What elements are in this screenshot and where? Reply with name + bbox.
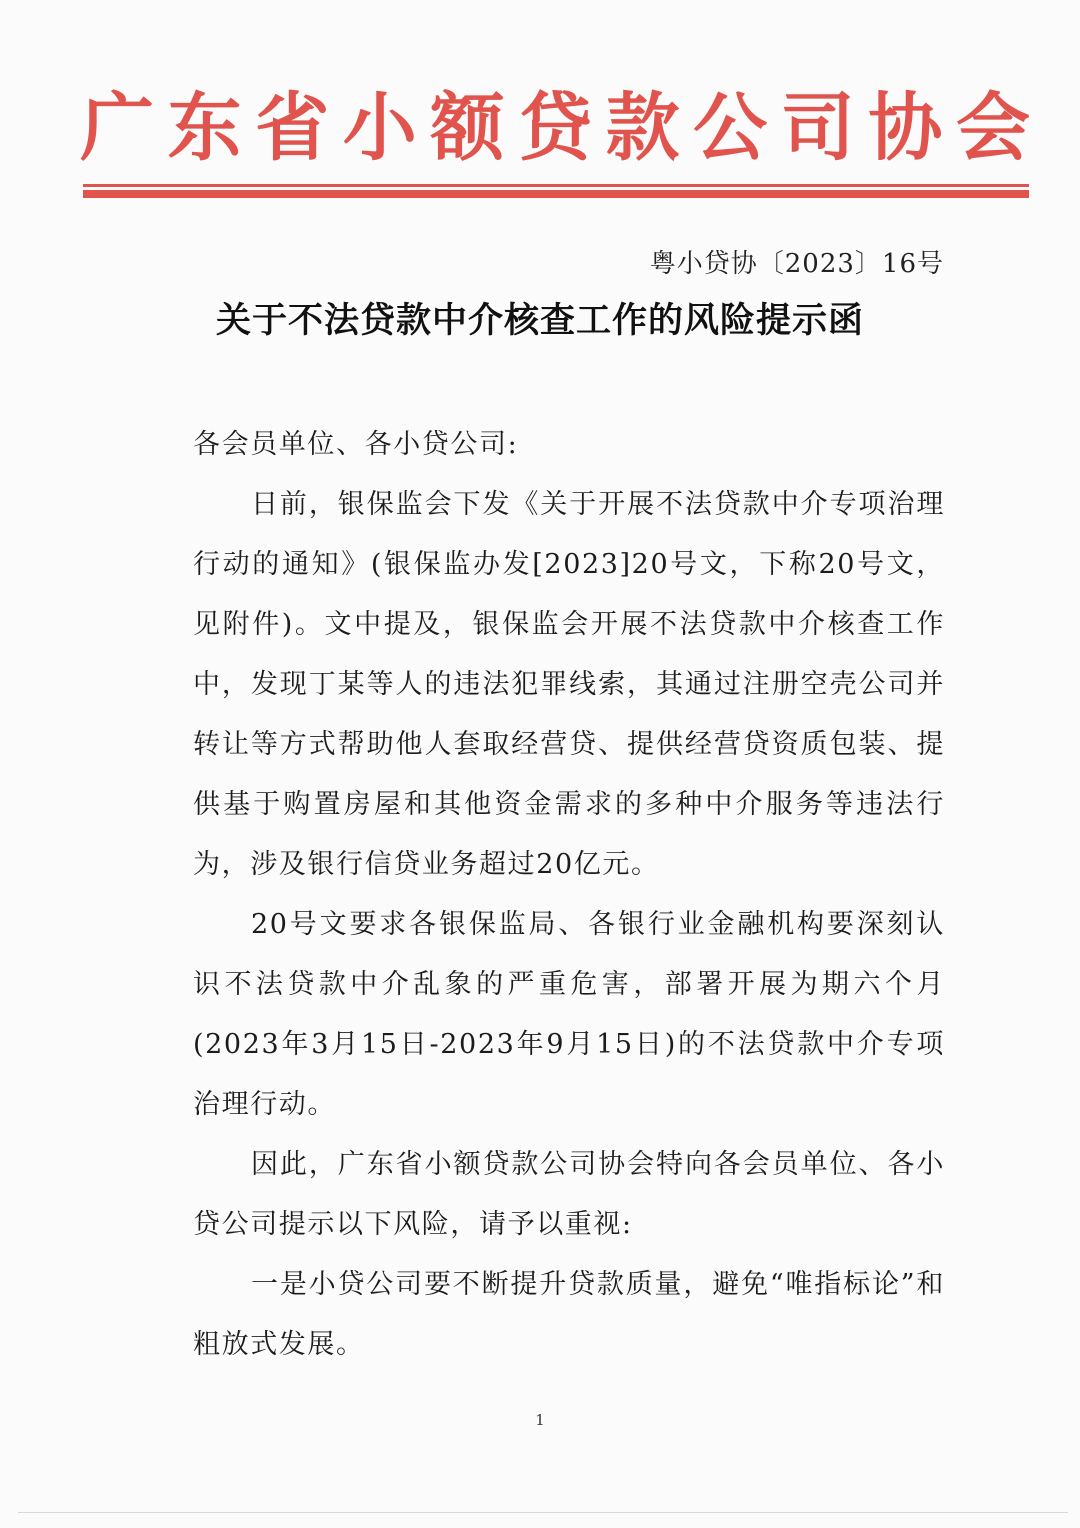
- page-number: 1: [535, 1411, 545, 1429]
- document-number: 粤小贷协〔2023〕16号: [649, 249, 944, 279]
- page-edge-line: [18, 1512, 1068, 1513]
- letterhead-char: 会: [955, 85, 1030, 171]
- letterhead-char: 司: [780, 85, 855, 171]
- letterhead-char: 小: [342, 85, 417, 171]
- salutation: 各会员单位、各小贷公司:: [193, 429, 519, 460]
- letterhead-char: 额: [430, 85, 505, 171]
- letterhead-char: 贷: [517, 85, 592, 171]
- letterhead-divider-thick: [83, 190, 1029, 198]
- letterhead-char: 东: [167, 85, 242, 171]
- document-title: 关于不法贷款中介核查工作的风险提示函: [215, 301, 864, 341]
- letterhead-char: 协: [868, 85, 943, 171]
- body-paragraph: 20号文要求各银保监局、各银行业金融机构要深刻认识不法贷款中介乱象的严重危害，部署开展为期六个月(2023年3月15日-2023年9月15日)的不法贷款中介专项治理行动。: [193, 909, 945, 1120]
- letterhead-char: 款: [605, 85, 680, 171]
- letterhead-divider-thin: [83, 184, 1029, 187]
- body-paragraph: 因此，广东省小额贷款公司协会特向各会员单位、各小贷公司提示以下风险，请予以重视:: [193, 1149, 945, 1240]
- letterhead-char: 省: [255, 85, 330, 171]
- body-paragraph: 一是小贷公司要不断提升贷款质量，避免“唯指标论”和粗放式发展。: [193, 1269, 945, 1360]
- body-paragraph: 日前，银保监会下发《关于开展不法贷款中介专项治理行动的通知》(银保监办发[2023]20号文，下称20号文，见附件)。文中提及，银保监会开展不法贷款中介核查工作中，发现丁某等人的违法犯罪线索，其通过注册空壳公司并转让等方式帮助他人套取经营贷、提供经营贷资质包装、提供基于购置房屋和其他资金需求的多种中介服务等违法行为，涉及银行信贷业务超过20亿元。: [193, 489, 945, 880]
- letter-body: [193, 415, 945, 1375]
- organization-letterhead: [80, 78, 1030, 178]
- letterhead-char: 公: [693, 85, 768, 171]
- letterhead-char: 广: [80, 85, 154, 171]
